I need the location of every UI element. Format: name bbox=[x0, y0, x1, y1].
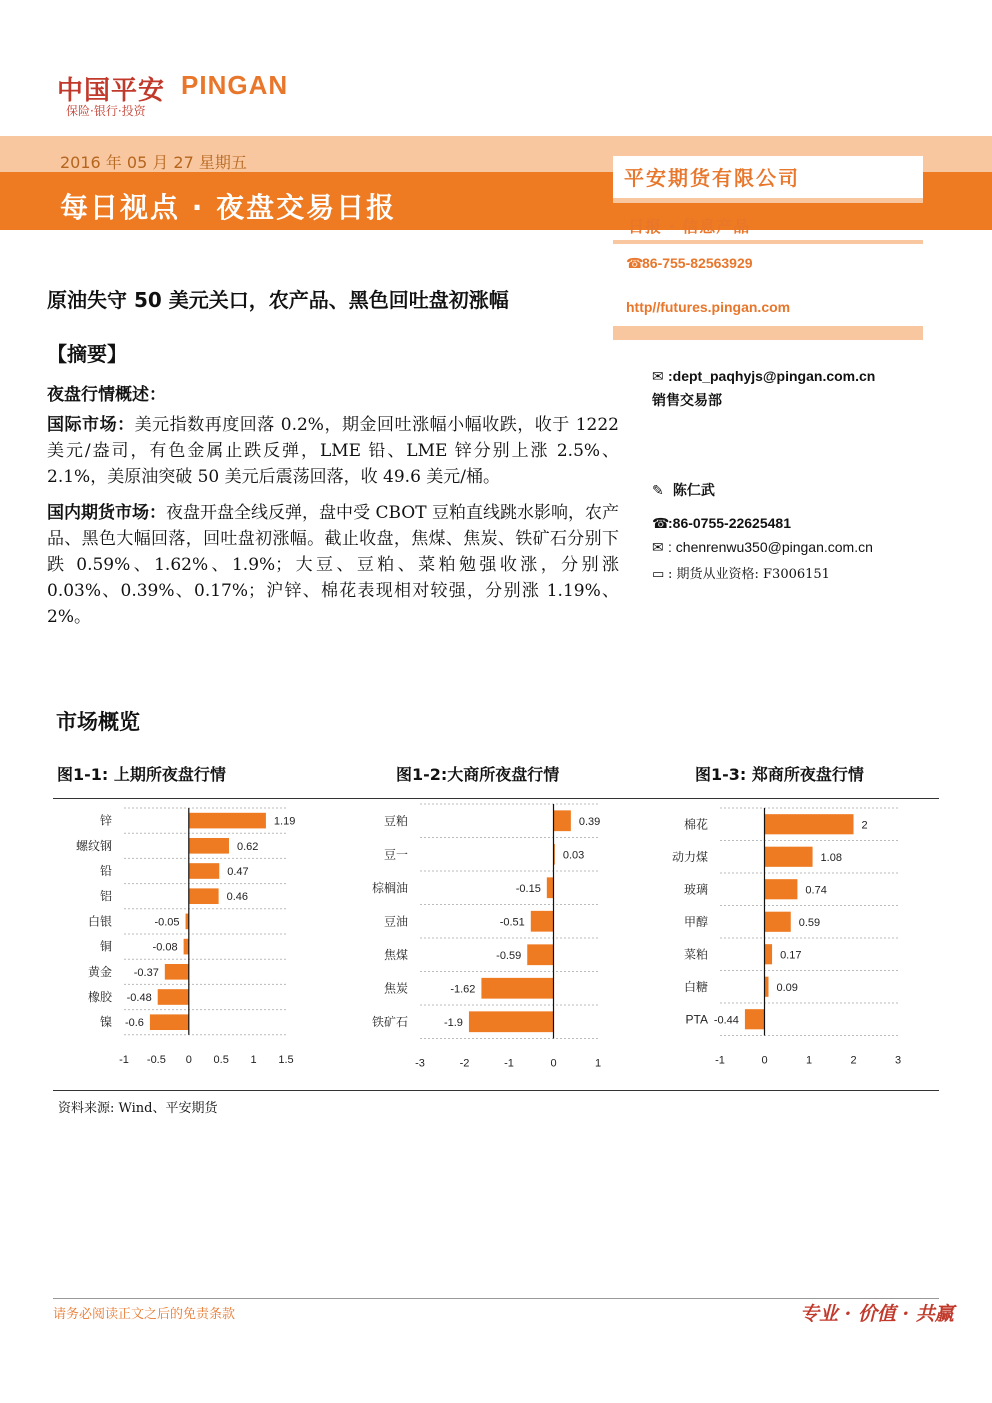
tick-label: 1 bbox=[594, 1057, 602, 1070]
bar bbox=[765, 814, 854, 834]
category-label: 棉花 bbox=[683, 817, 708, 832]
tick-label: 1.5 bbox=[278, 1053, 294, 1066]
category-label: 镍 bbox=[99, 1015, 112, 1030]
company-divider bbox=[613, 326, 923, 340]
bar bbox=[765, 879, 798, 899]
analyst-email[interactable]: ✉ : chenrenwu350@pingan.com.cn bbox=[652, 539, 873, 555]
data-label: 0.09 bbox=[776, 981, 798, 994]
tick-label: 0 bbox=[761, 1054, 768, 1067]
analyst-name: ✎ 陈仁武 bbox=[652, 483, 715, 499]
category-label: 白糖 bbox=[683, 979, 708, 994]
category-label: 动力煤 bbox=[671, 849, 708, 864]
banner-title: 每日视点 · 夜盘交易日报 bbox=[60, 191, 397, 224]
data-label: -0.37 bbox=[133, 966, 159, 979]
chart-shfe bbox=[60, 802, 320, 1072]
category-label: 铜 bbox=[99, 939, 112, 954]
footer-slogan: 专业 · 价值 · 共赢 bbox=[800, 1303, 954, 1325]
category-label: PTA bbox=[685, 1012, 708, 1027]
data-label: 0.74 bbox=[805, 884, 827, 897]
analyst-license: ▭ : 期货从业资格: F3006151 bbox=[652, 567, 830, 582]
chart-title-czce: 图1-3: 郑商所夜盘行情 bbox=[695, 765, 864, 784]
tick-label: -0.5 bbox=[146, 1053, 166, 1066]
bar bbox=[150, 1014, 189, 1030]
data-label: -0.48 bbox=[126, 992, 152, 1004]
pen-icon: ✎ bbox=[652, 483, 664, 499]
tick-label: 0 bbox=[550, 1057, 557, 1070]
bar bbox=[165, 964, 189, 980]
id-card-icon: ▭ bbox=[652, 567, 665, 582]
footer-disclaimer[interactable]: 请务必阅读正文之后的免责条款 bbox=[53, 1307, 236, 1322]
data-label: 1.19 bbox=[273, 815, 296, 828]
data-label: -0.08 bbox=[152, 941, 178, 954]
data-label: -1.9 bbox=[443, 1016, 463, 1029]
data-label: -0.6 bbox=[124, 1017, 144, 1030]
tick-label: 2 bbox=[850, 1054, 857, 1067]
intl-text: 美元指数再度回落 0.2%，期金回吐涨幅小幅收跌，收于 1222 美元/盎司，有色金属止跌反弹，LME 铅、LME 锌分别上涨 2.5%、2.1%，美原油突破 50 美元后震荡回落，收 49.6 美元/桶。 bbox=[47, 415, 619, 487]
tick-label: -1 bbox=[119, 1053, 129, 1066]
category-label: 铝 bbox=[99, 889, 112, 904]
data-label: -0.15 bbox=[515, 882, 541, 895]
bar bbox=[189, 813, 266, 829]
chart-czce bbox=[660, 802, 920, 1072]
category-label: 甲醇 bbox=[683, 914, 708, 929]
bar bbox=[189, 838, 229, 854]
data-label: 0.03 bbox=[562, 849, 585, 862]
data-label: -0.05 bbox=[154, 916, 180, 929]
tick-label: -3 bbox=[415, 1057, 425, 1070]
analyst-phone: ☎:86-0755-22625481 bbox=[652, 515, 791, 531]
international-market-paragraph bbox=[47, 412, 619, 490]
chart-title-shfe: 图1-1: 上期所夜盘行情 bbox=[57, 765, 226, 784]
bar bbox=[765, 977, 769, 997]
domestic-label: 国内期货市场： bbox=[47, 503, 167, 523]
company-divider bbox=[613, 240, 923, 244]
chart-top-rule bbox=[53, 798, 939, 799]
bar bbox=[189, 888, 219, 904]
company-name: 平安期货有限公司 bbox=[624, 166, 800, 190]
category-label: 铁矿石 bbox=[371, 1014, 408, 1029]
tick-label: -2 bbox=[459, 1057, 470, 1070]
email-icon: ✉ bbox=[652, 368, 664, 384]
bar bbox=[765, 912, 791, 932]
dept-name: 销售交易部 bbox=[652, 393, 722, 409]
data-label: 0.47 bbox=[227, 866, 249, 878]
data-label: 0.62 bbox=[236, 840, 259, 853]
market-overview-title: 市场概览 bbox=[56, 710, 140, 734]
chart-title-dce: 图1-2:大商所夜盘行情 bbox=[396, 765, 560, 784]
headline: 原油失守 50 美元关口，农产品、黑色回吐盘初涨幅 bbox=[47, 288, 509, 312]
bar bbox=[554, 810, 571, 831]
category-label: 焦煤 bbox=[383, 947, 408, 962]
company-divider bbox=[613, 198, 923, 203]
data-label: -0.51 bbox=[499, 916, 525, 929]
category-label: 豆一 bbox=[383, 847, 408, 862]
data-label: 0.46 bbox=[226, 891, 249, 904]
bar bbox=[527, 944, 553, 965]
phone-icon: ☎ bbox=[652, 515, 670, 531]
category-label: 豆油 bbox=[383, 914, 408, 929]
bar bbox=[745, 1009, 765, 1029]
category-label: 棕榈油 bbox=[371, 880, 408, 895]
bar bbox=[765, 847, 813, 867]
domestic-market-paragraph bbox=[47, 500, 619, 630]
category-label: 锌 bbox=[99, 813, 112, 828]
logo-english: PINGAN bbox=[181, 70, 289, 100]
bar bbox=[531, 911, 554, 932]
data-label: 2 bbox=[861, 819, 868, 832]
tick-label: 1 bbox=[805, 1054, 813, 1067]
phone-icon: ☎ bbox=[626, 255, 644, 271]
category-label: 豆粕 bbox=[383, 813, 408, 828]
tick-label: -1 bbox=[715, 1054, 725, 1067]
chart-dce bbox=[360, 802, 620, 1072]
data-label: -1.62 bbox=[450, 983, 476, 996]
data-label: -0.44 bbox=[713, 1014, 739, 1027]
tick-label: 3 bbox=[894, 1054, 902, 1067]
tick-label: 0 bbox=[185, 1053, 192, 1066]
daily-label: 日报 · 信息产品 bbox=[628, 217, 751, 236]
bar bbox=[765, 944, 773, 964]
bar bbox=[189, 863, 219, 879]
data-source: 资料来源: Wind、平安期货 bbox=[58, 1101, 218, 1116]
company-url[interactable]: http//futures.pingan.com bbox=[626, 299, 791, 315]
bar bbox=[184, 939, 189, 955]
logo-tagline: 保险·银行·投资 bbox=[66, 104, 146, 118]
report-date: 2016 年 05 月 27 星期五 bbox=[60, 153, 247, 172]
bar bbox=[547, 877, 554, 898]
category-label: 橡胶 bbox=[87, 990, 112, 1004]
category-label: 黄金 bbox=[87, 964, 112, 979]
category-label: 玻璃 bbox=[683, 882, 708, 897]
bar bbox=[469, 1011, 554, 1032]
category-label: 菜粕 bbox=[683, 947, 708, 962]
category-label: 铅 bbox=[99, 864, 112, 878]
tick-label: -1 bbox=[504, 1057, 514, 1070]
domestic-text: 夜盘开盘全线反弹，盘中受 CBOT 豆粕直线跳水影响，农产品、黑色大幅回落，回吐盘初涨幅。截止收盘，焦煤、焦炭、铁矿石分别下跌 0.59%、1.62%、1.9%；大豆、豆粕、菜粕勉强收涨，分别涨 0.03%、0.39%、0.17%；沪锌、棉花表现相对较强，分别涨 1.19%、2%。 bbox=[47, 503, 620, 627]
intl-label: 国际市场： bbox=[47, 415, 135, 435]
bar bbox=[158, 989, 189, 1005]
logo-chinese: 中国平安 bbox=[57, 76, 166, 106]
dept-email[interactable]: ✉ :dept_paqhyjs@pingan.com.cn bbox=[652, 368, 876, 384]
tick-label: 1 bbox=[250, 1053, 257, 1066]
bar bbox=[481, 978, 553, 999]
overview-label: 夜盘行情概述： bbox=[47, 385, 166, 405]
company-phone: ☎86-755-82563929 bbox=[626, 255, 753, 271]
category-label: 白银 bbox=[87, 914, 112, 929]
abstract-label: 【摘要】 bbox=[47, 342, 127, 366]
data-label: 0.59 bbox=[798, 916, 821, 929]
category-label: 螺纹钢 bbox=[75, 838, 112, 853]
data-label: 0.39 bbox=[578, 815, 601, 828]
chart-bottom-rule bbox=[53, 1090, 939, 1091]
category-label: 焦炭 bbox=[383, 981, 408, 996]
data-label: 1.08 bbox=[820, 851, 842, 864]
data-label: 0.17 bbox=[780, 949, 802, 962]
tick-label: 0.5 bbox=[213, 1053, 229, 1066]
data-label: -0.59 bbox=[496, 949, 522, 962]
email-icon: ✉ bbox=[652, 539, 664, 555]
